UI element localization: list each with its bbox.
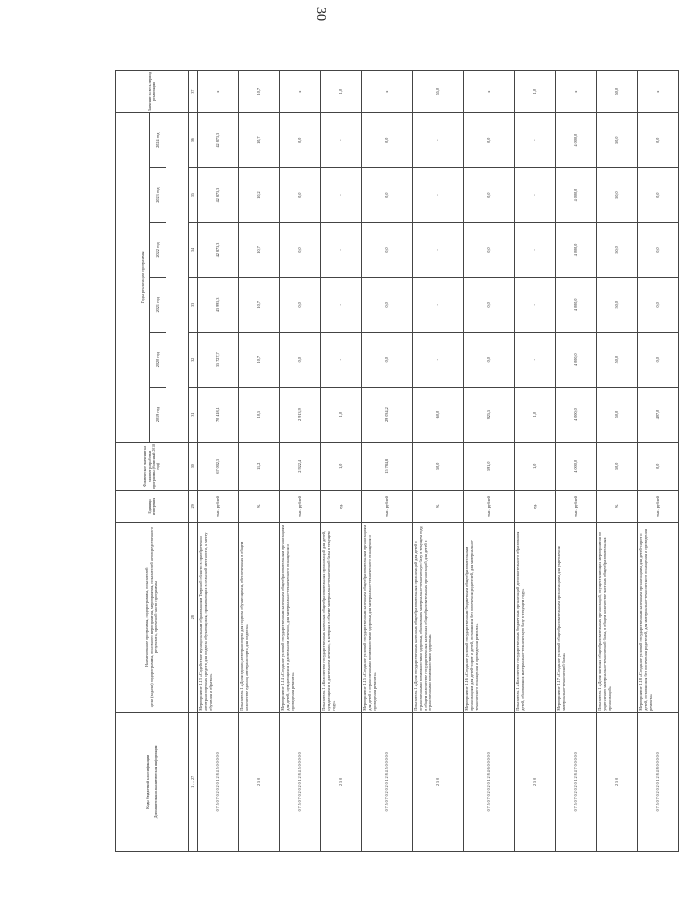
year-value-cell: 50,0 xyxy=(597,113,638,168)
index-cell: 31 xyxy=(189,387,198,442)
final-value-cell: х xyxy=(280,71,321,113)
year-value-cell: 10,2 xyxy=(239,168,280,223)
year-value-cell: 4 000,0 xyxy=(556,113,597,168)
year-value-cell: 0,0 xyxy=(464,277,515,332)
item-name-cell: Показатель 1 «Доля частных общеобразовательных организаций, осуществляющих мероприятия по укреплению материально-технической базы, в общем количестве частных общеобразовательных организаций» xyxy=(597,522,638,712)
item-name-cell: Мероприятие 1.14 «Создание условий государственным казенным общеобразовательным организациям для детей, нуждающихся в длительном лечении, для материально-технического оснащения и проведения ремонта» xyxy=(280,522,321,712)
base-value-cell: 50,0 xyxy=(597,442,638,491)
year-value-cell: - xyxy=(515,113,556,168)
base-value-cell: 50,0 xyxy=(413,442,464,491)
index-cell-codes: 1 … 27 xyxy=(189,712,198,851)
budget-code-cell: 2 5 0 xyxy=(597,712,638,851)
year-value-cell: 0,0 xyxy=(280,277,321,332)
base-value-cell: 2 922,4 xyxy=(280,442,321,491)
year-value-cell: 4 000,0 xyxy=(556,277,597,332)
final-value-cell: х xyxy=(362,71,413,113)
year-value-cell: 4 000,0 xyxy=(556,223,597,278)
year-value-cell: 0,0 xyxy=(362,113,413,168)
unit-cell: % xyxy=(597,491,638,523)
base-value-cell: 591,0 xyxy=(464,442,515,491)
year-value-cell: 70 418,1 xyxy=(198,387,239,442)
table-row xyxy=(280,71,321,852)
year-value-cell: 4 000,0 xyxy=(556,387,597,442)
item-name-cell: Показатель 1 «Доля единиц автотранспорта для подвоза обучающихся, обеспеченных в общем количестве единиц автотранспорта для подвоза» xyxy=(239,522,280,712)
year-value-cell: 50,0 xyxy=(597,277,638,332)
year-2021: 2021 год xyxy=(150,277,167,332)
year-value-cell: 50,0 xyxy=(597,332,638,387)
year-value-cell: - xyxy=(515,168,556,223)
index-cell: 35 xyxy=(189,168,198,223)
table-row xyxy=(597,71,638,852)
year-value-cell: 42 873,3 xyxy=(198,223,239,278)
year-value-cell: 0,0 xyxy=(638,332,679,387)
final-value-cell: х xyxy=(198,71,239,113)
years-group-label: Годы реализации программы xyxy=(138,113,150,441)
unit-cell: тыс. рублей xyxy=(198,491,239,523)
rotated-table-page xyxy=(115,70,660,852)
year-2023: 2023 год xyxy=(150,167,167,222)
table-row xyxy=(239,71,280,852)
year-value-cell: 0,0 xyxy=(638,168,679,223)
table-row xyxy=(515,71,556,852)
year-value-cell: - xyxy=(515,332,556,387)
index-cell: 37 xyxy=(189,71,198,113)
unit-cell: тыс. рублей xyxy=(638,491,679,523)
table-row xyxy=(198,71,239,852)
base-value-cell: 11,2 xyxy=(239,442,280,491)
year-value-cell: - xyxy=(321,168,362,223)
year-value-cell: 0,0 xyxy=(464,113,515,168)
year-value-cell: 0,0 xyxy=(362,168,413,223)
year-value-cell: 10,7 xyxy=(239,223,280,278)
table-row xyxy=(556,71,597,852)
name-header: Наименование программы, подпрограммы, показателей цели (задачи) подпрограммы, основного мероприятия, мероприятия, показателей непосредственного результата, проектной части программы xyxy=(116,522,189,712)
year-2020: 2020 год xyxy=(150,332,167,387)
index-cell-base: 30 xyxy=(189,442,198,491)
base-value-cell: 1,0 xyxy=(515,442,556,491)
index-cell: 32 xyxy=(189,332,198,387)
table-row xyxy=(464,71,515,852)
codes-group-label: Коды бюджетной классификации xyxy=(146,754,151,809)
page-number: 30 xyxy=(313,7,328,21)
final-value-cell: 1,0 xyxy=(321,71,362,113)
year-value-cell: 42 873,3 xyxy=(198,113,239,168)
year-value-cell: 29 034,2 xyxy=(362,387,413,442)
year-value-cell: 50,0 xyxy=(597,168,638,223)
unit-cell: тыс. рублей xyxy=(280,491,321,523)
year-value-cell: 43 995,3 xyxy=(198,277,239,332)
year-value-cell: 35 727,7 xyxy=(198,332,239,387)
item-name-cell: Мероприятие 1.17 «Создание условий общеобразовательным организациям для укрепления материально-технической базы» xyxy=(556,522,597,712)
year-value-cell: 0,0 xyxy=(464,223,515,278)
year-value-cell: 0,0 xyxy=(280,113,321,168)
budget-code-cell: 0 7 5 0 7 0 2 0 2 0 1 2 8 4 5 0 0 0 0 0 xyxy=(362,712,413,851)
item-name-cell: Мероприятие 1.15 «Создание условий государственным казенным общеобразовательным организациям для детей с ограниченными возможностями здоровья для материально-технического оснащения и проведения ремонта» xyxy=(362,522,413,712)
year-value-cell: 1,0 xyxy=(321,387,362,442)
budget-code-cell: 0 7 5 0 7 0 2 0 2 0 1 2 8 4 8 0 0 0 0 0 xyxy=(638,712,679,851)
year-value-cell: - xyxy=(515,277,556,332)
unit-cell: ед. xyxy=(321,491,362,523)
year-value-cell: 50,0 xyxy=(597,387,638,442)
year-value-cell: 0,0 xyxy=(638,223,679,278)
year-value-cell: 497,0 xyxy=(638,387,679,442)
year-value-cell: - xyxy=(413,277,464,332)
index-cell: 36 xyxy=(189,113,198,168)
year-value-cell: - xyxy=(515,223,556,278)
unit-cell: % xyxy=(413,491,464,523)
final-value-cell: х xyxy=(556,71,597,113)
year-value-cell: 10,5 xyxy=(239,387,280,442)
budget-code-cell: 0 7 5 0 7 0 2 0 2 0 1 2 8 4 7 0 0 0 0 0 xyxy=(556,712,597,851)
year-value-cell: - xyxy=(321,332,362,387)
year-value-cell: 1,0 xyxy=(515,387,556,442)
base-value-cell: 0,0 xyxy=(638,442,679,491)
year-2022: 2022 год xyxy=(150,222,167,277)
year-value-cell: 0,0 xyxy=(638,277,679,332)
item-name-cell: Мероприятие 1.13 «Содействие муниципальным образованиям Тверской области в приобретении автотранспортных средств для подвоза обучающихся, проживающих в сельской местности, к месту обучения и обратно» xyxy=(198,522,239,712)
year-value-cell: 2 913,9 xyxy=(280,387,321,442)
index-cell: 33 xyxy=(189,277,198,332)
budget-code-cell: 0 7 5 0 7 0 2 0 2 0 1 2 8 4 6 0 0 0 0 0 xyxy=(464,712,515,851)
final-value-cell: 10,7 xyxy=(239,71,280,113)
unit-header: Единица измерения xyxy=(116,491,189,523)
base-value-cell: 15 784,8 xyxy=(362,442,413,491)
year-value-cell: 10,7 xyxy=(239,113,280,168)
budget-code-cell: 0 7 5 0 7 0 2 0 2 0 1 2 8 4 5 0 0 0 0 0 xyxy=(198,712,239,851)
year-value-cell: 0,0 xyxy=(280,332,321,387)
budget-code-cell: 2 5 0 xyxy=(239,712,280,851)
year-value-cell: 10,7 xyxy=(239,332,280,387)
year-value-cell: 0,0 xyxy=(280,223,321,278)
base-value-cell: 67 002,3 xyxy=(198,442,239,491)
unit-cell: тыс. рублей xyxy=(556,491,597,523)
year-value-cell: 925,5 xyxy=(464,387,515,442)
budget-code-cell: 2 5 0 xyxy=(321,712,362,851)
unit-cell: тыс. рублей xyxy=(362,491,413,523)
year-value-cell: 50,0 xyxy=(597,223,638,278)
year-value-cell: 0,0 xyxy=(280,168,321,223)
year-value-cell: - xyxy=(413,223,464,278)
year-value-cell: - xyxy=(321,277,362,332)
year-value-cell: 0,0 xyxy=(464,332,515,387)
final-value-cell: х xyxy=(464,71,515,113)
unit-cell: тыс. рублей xyxy=(464,491,515,523)
index-cell: 34 xyxy=(189,223,198,278)
final-value-cell: 1,0 xyxy=(515,71,556,113)
budget-code-cell: 2 5 0 xyxy=(413,712,464,851)
year-value-cell: - xyxy=(321,223,362,278)
item-name-cell: Мероприятие 1.18 «Создание условий государственным казенным организациям для детей-сирот и детей, оставшихся без попечения родителей, для материально-технического оснащения и проведения ремонта» xyxy=(638,522,679,712)
year-value-cell: 4 000,0 xyxy=(556,168,597,223)
table-row xyxy=(321,71,362,852)
years-header xyxy=(116,113,189,442)
unit-cell: % xyxy=(239,491,280,523)
final-value-cell: х xyxy=(638,71,679,113)
base-value-cell: 1,0 xyxy=(321,442,362,491)
year-value-cell: 0,0 xyxy=(362,223,413,278)
budget-code-cell: 2 5 0 xyxy=(515,712,556,851)
base-value-cell: 4 000,0 xyxy=(556,442,597,491)
table-row xyxy=(362,71,413,852)
final-header: Значение за весь период реализации xyxy=(116,71,189,113)
item-name-cell: Показатель 1 «Количество государственных казенных общеобразовательных организаций для детей, нуждающихся в длительном лечении, в которых в объеме материально-технической базы в текущем году» xyxy=(321,522,362,712)
final-value-cell: 55,0 xyxy=(413,71,464,113)
year-2019: 2019 год xyxy=(150,387,167,442)
year-value-cell: - xyxy=(413,113,464,168)
unit-cell: ед. xyxy=(515,491,556,523)
program-table xyxy=(115,70,679,852)
year-value-cell: 0,0 xyxy=(638,113,679,168)
year-value-cell: - xyxy=(321,113,362,168)
year-value-cell: 4 000,0 xyxy=(556,332,597,387)
year-value-cell: 60,0 xyxy=(413,387,464,442)
item-name-cell: Показатель 1 «Количество государственных бюджетных организаций дополнительного образования детей, обновивших материально-техническую базу в текущем году» xyxy=(515,522,556,712)
program-codes-label: Дополнительная аналитическая информация xyxy=(153,745,158,819)
year-value-cell: 0,0 xyxy=(362,332,413,387)
codes-header xyxy=(116,712,189,851)
index-cell-name: 28 xyxy=(189,522,198,712)
year-value-cell: - xyxy=(413,168,464,223)
year-2024: 2024 год xyxy=(154,132,160,148)
budget-code-cell: 0 7 5 0 7 0 2 0 2 0 1 2 8 4 5 0 0 0 0 0 xyxy=(280,712,321,851)
year-value-cell: 0,0 xyxy=(362,277,413,332)
table-row xyxy=(638,71,679,852)
year-value-cell: - xyxy=(413,332,464,387)
item-name-cell: Мероприятие 1.16 «Создание условий государственным бюджетным общеобразовательным организациям для детей-сирот и детей, оставшихся без попечения родителей, для материально-технического оснащения и проведения ремонта» xyxy=(464,522,515,712)
final-value-cell: 50,0 xyxy=(597,71,638,113)
year-value-cell: 42 873,3 xyxy=(198,168,239,223)
index-cell-unit: 29 xyxy=(189,491,198,523)
year-value-cell: 10,7 xyxy=(239,277,280,332)
table-row xyxy=(413,71,464,852)
index-row xyxy=(189,71,198,852)
item-name-cell: Показатель 1 «Доля государственных казенных общеобразовательных организаций для детей с ограниченными возможностями здоровья, обновивших материально-техническую базу в текущем году, в общем количестве государственных казенных общеобразовательных организаций для детей с ограниченными возможностями здоровья» xyxy=(413,522,464,712)
base-header: Фактическое значение на момент разработки программы (базисный 2018 год) xyxy=(116,442,189,491)
year-value-cell: 0,0 xyxy=(464,168,515,223)
